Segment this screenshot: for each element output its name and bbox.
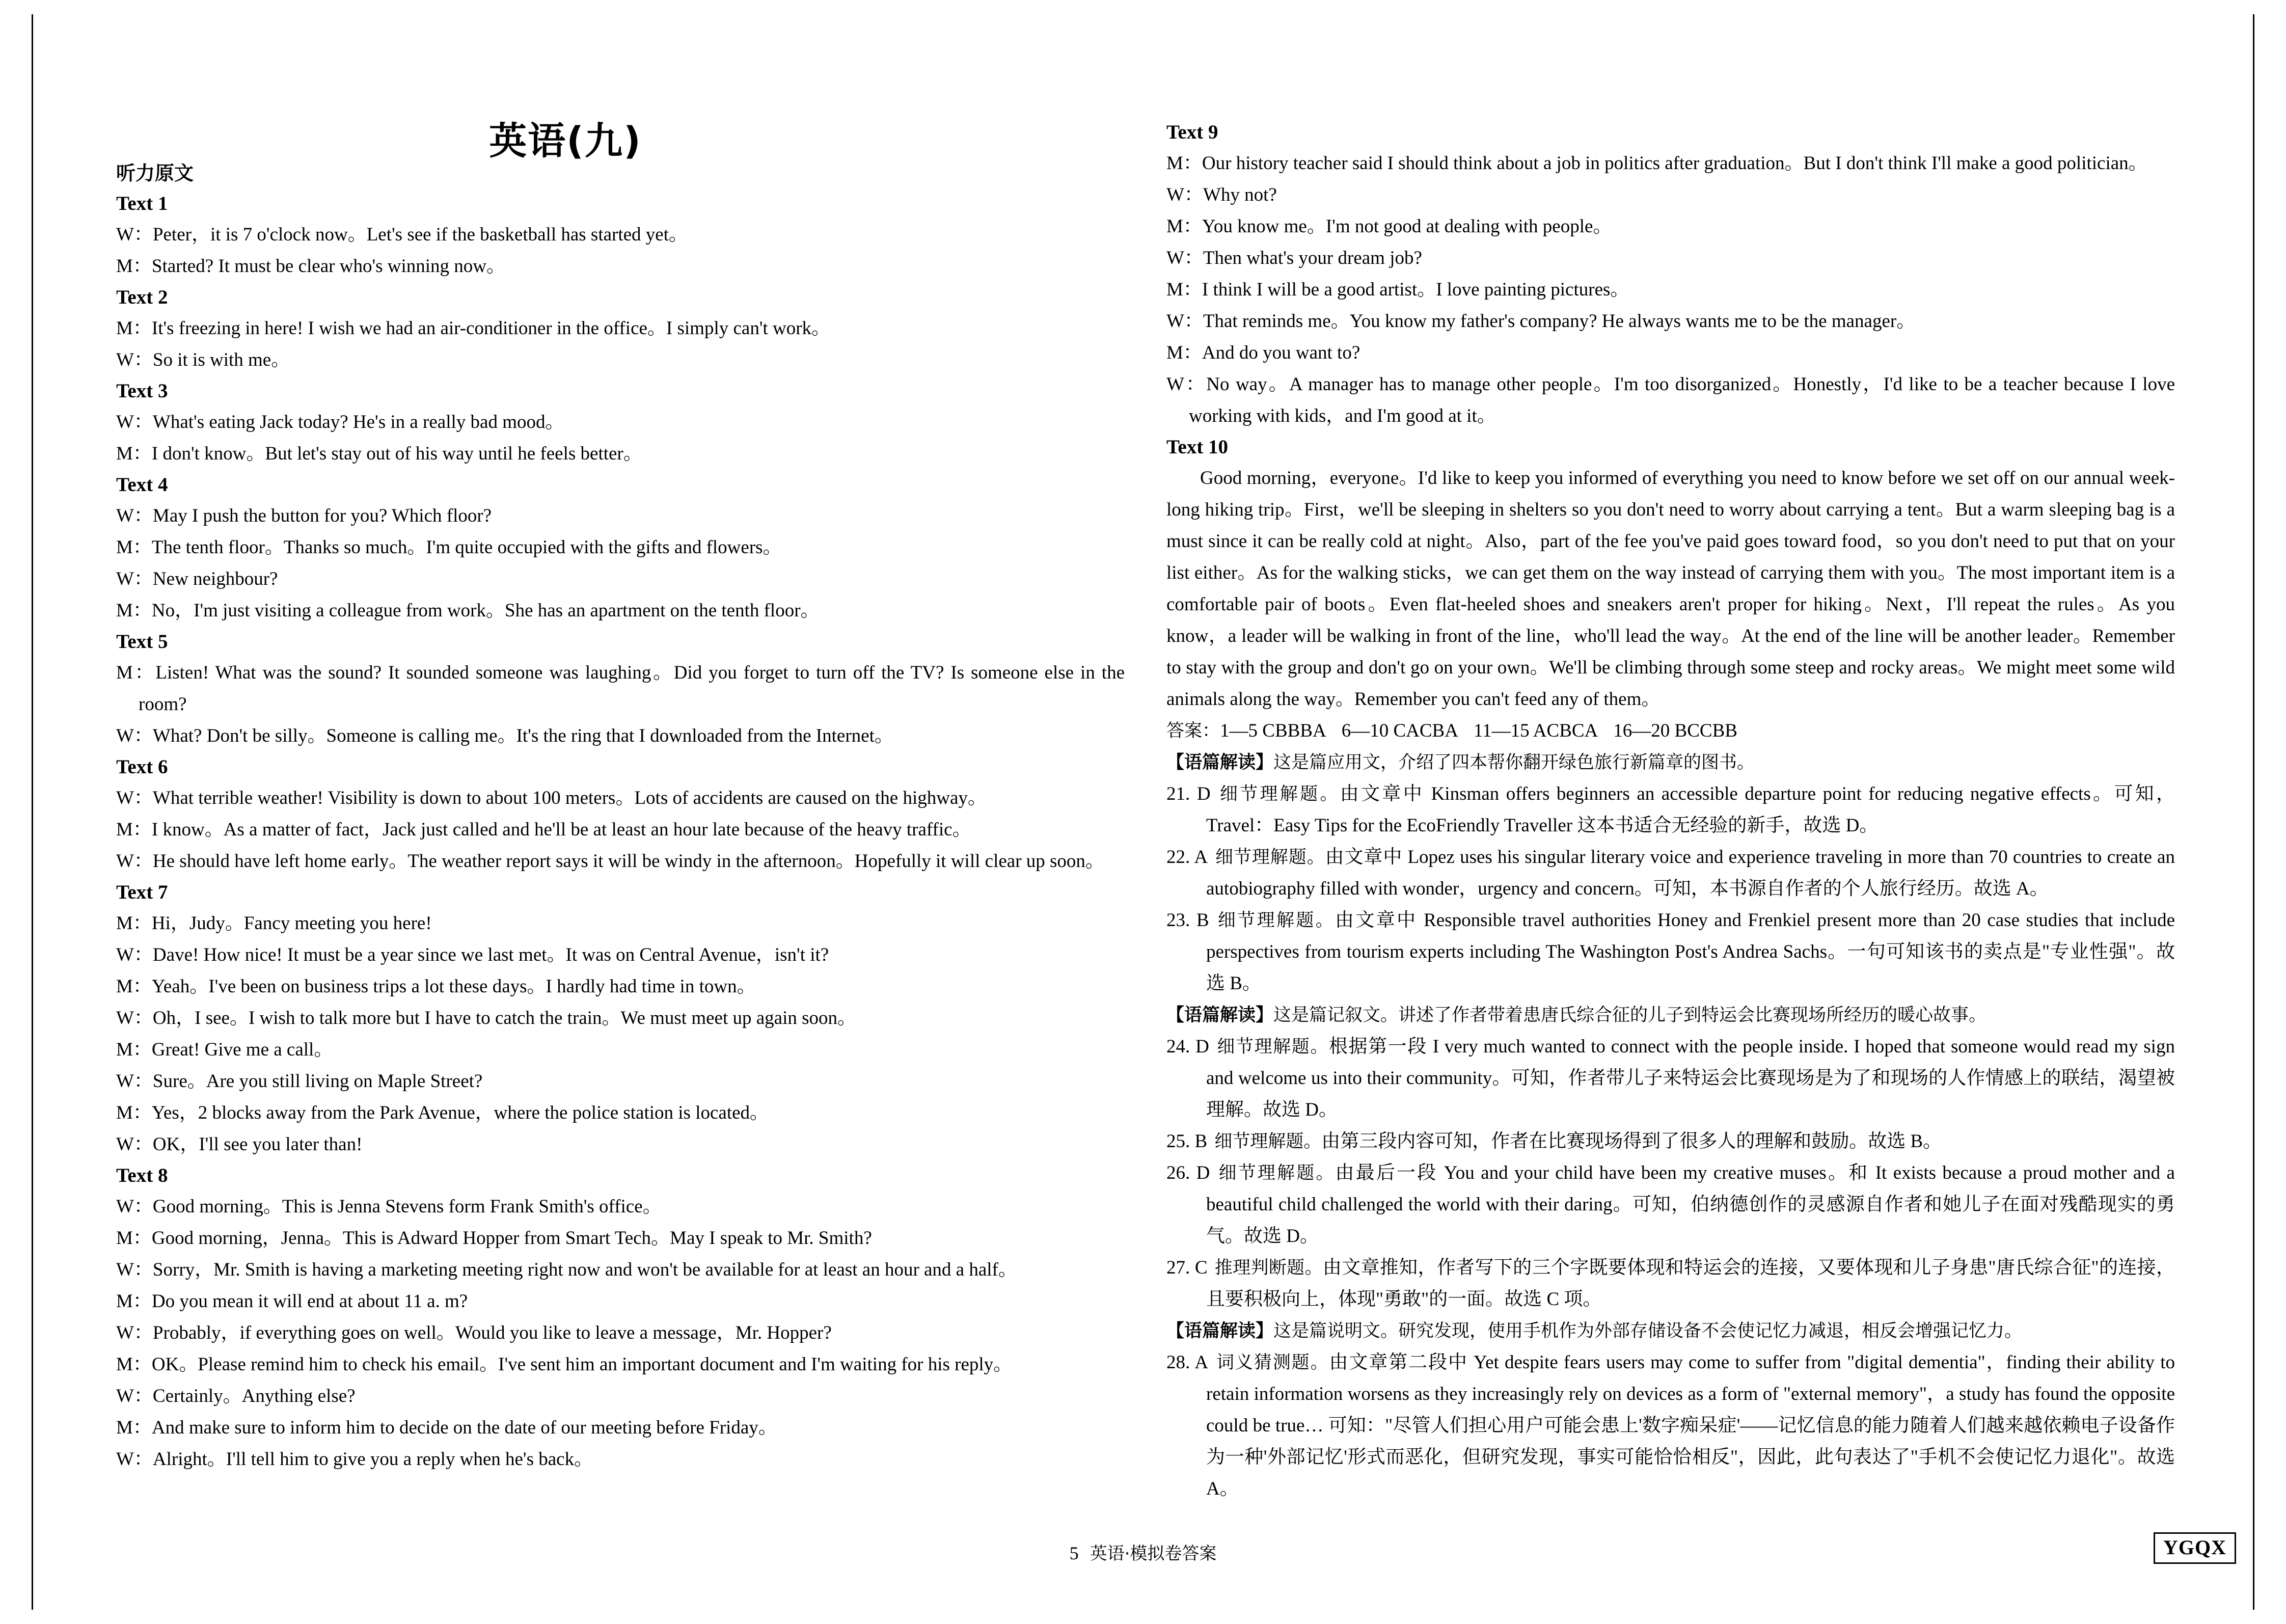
dialogue-line: M：I think I will be a good artist。I love painting pictures。 <box>1166 279 1629 300</box>
explanation-number: 21. D <box>1166 783 1211 804</box>
dialogue-line: M：Yeah。I've been on business trips a lot these days。I hardly had time in town。 <box>116 976 756 997</box>
answer-group-letters: BCCBB <box>1674 720 1737 741</box>
dialogue-line: M：The tenth floor。Thanks so much。I'm quite occupied with the gifts and flowers。 <box>116 537 782 558</box>
answer-group-range: 6—10 <box>1341 720 1389 741</box>
dialogue-line: W：What? Don't be silly。Someone is calling me。It's the ring that I downloaded from the Internet。 <box>116 725 893 746</box>
dialogue-line: W：He should have left home early。The weather report says it will be windy in the afternoon。Hopefully it will clear up soon。 <box>116 851 1104 872</box>
dialogue-line: M：I know。As a matter of fact，Jack just called and he'll be at least an hour late because of the heavy traffic。 <box>116 819 971 840</box>
answer-group-range: 11—15 <box>1473 720 1530 741</box>
dialogue-line: W：Why not? <box>1166 184 1277 205</box>
dialogue-line: M：Good morning，Jenna。This is Adward Hopper from Smart Tech。May I speak to Mr. Smith? <box>116 1228 872 1249</box>
analysis-tag: 【语篇解读】 <box>1166 1005 1274 1025</box>
answer-group-range: 16—20 <box>1613 720 1670 741</box>
answer-group-letters: CBBBA <box>1262 720 1326 741</box>
left-column <box>116 158 1125 1475</box>
dialogue-line: M：Listen! What was the sound? It sounded someone was laughing。Did you forget to turn off the TV? Is someone else in the room? <box>116 662 1125 715</box>
explanation-body: 根据第一段 I very much wanted to connect with the people inside. I hoped that someone would read my sign and welcome us into their community。可知，作者带儿子来特运会比赛现场是为了和现场的人作情感上的联结，渴望被理解。故选 D。 <box>1206 1036 2175 1120</box>
dialogue-line: W：Probably，if everything goes on well。Would you like to leave a message，Mr. Hopper? <box>116 1322 832 1343</box>
answers-label: 答案： <box>1166 721 1220 741</box>
answers-line <box>1166 715 2175 747</box>
explanation-type: 细节理解题。 <box>1216 1037 1329 1057</box>
text-heading-9: Text 9 <box>1166 121 1218 143</box>
dialogue-line: M：You know me。I'm not good at dealing with people。 <box>1166 216 1612 237</box>
passage-analysis <box>1166 1315 2175 1347</box>
explanation-type: 词义猜测题。 <box>1215 1352 1329 1373</box>
dialogue-line: W：Alright。I'll tell him to give you a reply when he's back。 <box>116 1449 593 1470</box>
dialogue-line: M：Started? It must be clear who's winning now。 <box>116 256 506 277</box>
explanation-item <box>1166 778 2175 842</box>
dialogue-line: W：Peter，it is 7 o'clock now。Let's see if the basketball has started yet。 <box>116 224 688 245</box>
explanation-type: 细节理解题。 <box>1217 784 1340 804</box>
dialogue-line: M：I don't know。But let's stay out of his way until he feels better。 <box>116 443 642 464</box>
explanation-item <box>1166 1252 2175 1315</box>
dialogue-line: W：That reminds me。You know my father's company? He always wants me to be the manager。 <box>1166 311 1916 332</box>
dialogue-line: W：May I push the button for you? Which floor? <box>116 505 492 526</box>
text-heading-10: Text 10 <box>1166 436 1228 458</box>
text-heading-4: Text 4 <box>116 474 168 496</box>
dialogue-line: M：Our history teacher said I should think about a job in politics after graduation。But I don't think I'll make a good politician。 <box>1166 153 2147 174</box>
explanation-item <box>1166 905 2175 999</box>
text-heading-6: Text 6 <box>116 756 168 778</box>
dialogue-line: W：Dave! How nice! It must be a year since we last met。It was on Central Avenue，isn't it? <box>116 944 829 965</box>
right-column <box>1166 117 2175 1505</box>
explanation-type: 细节理解题。 <box>1215 847 1325 868</box>
explanation-body: 由文章第二段中 Yet despite fears users may come to suffer from "digital dementia"，finding their ability to retain information worsens as they increasingly rely on devices as a form of "external memory"，a study has found the opposite could be true… 可知："尽管人们担心用户可能会患上'数字痴呆症'——记忆信息的能力随着人们越来越依赖电子设备作为一种'外部记忆'形式而恶化，但研究发现，事实可能恰恰相反"，因此，此句表达了"手机不会使记忆力退化"。故选 A。 <box>1206 1352 2175 1499</box>
explanation-type: 推理判断题。 <box>1214 1258 1323 1278</box>
page-number: 5 <box>1069 1543 1079 1563</box>
page-title: 英语(九) <box>489 119 642 163</box>
text-heading-5: Text 5 <box>116 631 168 653</box>
dialogue-line: W：So it is with me。 <box>116 349 290 370</box>
dialogue-line: M：It's freezing in here! I wish we had an air-conditioner in the office。I simply can't work。 <box>116 318 831 339</box>
dialogue-line: W：Sure。Are you still living on Maple Street? <box>116 1071 483 1092</box>
dialogue-line: M：Do you mean it will end at about 11 a. m? <box>116 1291 468 1312</box>
dialogue-line: M：OK。Please remind him to check his email。I've sent him an important document and I'm waiting for his reply。 <box>116 1354 1013 1375</box>
explanation-type: 细节理解题。 <box>1216 910 1336 931</box>
explanation-type: 细节理解题。 <box>1217 1163 1336 1183</box>
passage-analysis <box>1166 747 2175 778</box>
dialogue-line: M：Yes，2 blocks away from the Park Avenue，where the police station is located。 <box>116 1102 769 1123</box>
analysis-body: 这是篇说明文。研究发现，使用手机作为外部存储设备不会使记忆力减退，相反会增强记忆力。 <box>1273 1321 2023 1341</box>
explanation-item <box>1166 1347 2175 1505</box>
dialogue-line: M：Great! Give me a call。 <box>116 1039 333 1060</box>
explanation-number: 26. D <box>1166 1162 1210 1183</box>
explanation-body: 由文章中 Lopez uses his singular literary voice and experience traveling in more than 70 countries to create an autobiography filled with wonder，urgency and concern。可知，本书源自作者的个人旅行经历。故选 A。 <box>1206 847 2175 899</box>
explanation-number: 25. B <box>1166 1131 1208 1152</box>
dialogue-line: W：What's eating Jack today? He's in a really bad mood。 <box>116 412 564 432</box>
dialogue-line: W：Good morning。This is Jenna Stevens form Frank Smith's office。 <box>116 1196 662 1217</box>
page-footer <box>0 1539 2286 1564</box>
analysis-body: 这是篇应用文，介绍了四本帮你翻开绿色旅行新篇章的图书。 <box>1273 752 1755 773</box>
explanation-number: 23. B <box>1166 910 1209 931</box>
explanation-body: 由文章中 Responsible travel authorities Honey and Frenkiel present more than 20 case studies that include perspectives from tourism experts including The Washington Post's Andrea Sachs。一句可知该书的卖点是"专业性强"。故选 B。 <box>1206 910 2175 994</box>
dialogue-line: W：Certainly。Anything else? <box>116 1386 356 1406</box>
analysis-body: 这是篇记叙文。讲述了作者带着患唐氏综合征的儿子到特运会比赛现场所经历的暖心故事。 <box>1273 1005 1987 1025</box>
dialogue-line: W：What terrible weather! Visibility is down to about 100 meters。Lots of accidents are caused on the highway。 <box>116 788 987 808</box>
dialogue-line: M：And make sure to inform him to decide on the date of our meeting before Friday。 <box>116 1417 777 1438</box>
explanation-item <box>1166 1031 2175 1126</box>
dialogue-line: W：No way。A manager has to manage other people。I'm too disorganized。Honestly，I'd like to be a teacher because I love working with kids，and I'm good at it。 <box>1166 374 2175 426</box>
monologue-paragraph: Good morning，everyone。I'd like to keep you informed of everything you need to know before we set off on our annual week-long hiking trip。First，we'll be sleeping in shelters so you don't need to worry about carrying a tent。But a warm sleeping bag is a must since it can be really cold at night。Also，part of the fee you've paid goes toward food，so you don't need to put that on your list either。As for the walking sticks，we can get them on the way instead of carrying them with you。The most important item is a comfortable pair of boots。Even flat-heeled shoes and sneakers aren't proper for hiking。Next，I'll repeat the rules。As you know，a leader will be walking in front of the line，who'll lead the way。At the end of the line will be another leader。Remember to stay with the group and don't go on your own。We'll be climbing through some steep and rocky areas。We might meet some wild animals along the way。Remember you can't feed any of them。 <box>1166 468 2175 710</box>
explanation-number: 27. C <box>1166 1257 1208 1278</box>
analysis-tag: 【语篇解读】 <box>1166 752 1274 773</box>
passage-analysis <box>1166 999 2175 1031</box>
explanation-number: 28. A <box>1166 1352 1209 1373</box>
dialogue-line: W：OK，I'll see you later than! <box>116 1134 363 1155</box>
answer-group-letters: CACBA <box>1393 720 1458 741</box>
explanation-number: 22. A <box>1166 847 1208 868</box>
explanation-item <box>1166 1157 2175 1252</box>
answer-group-letters: ACBCA <box>1533 720 1598 741</box>
text-heading-3: Text 3 <box>116 380 168 402</box>
dialogue-line: W：Sorry，Mr. Smith is having a marketing meeting right now and won't be available for at least an hour and a half。 <box>116 1259 1017 1280</box>
explanation-body: 由文章中 Kinsman offers beginners an accessible departure point for reducing negative effects。可知，Travel：Easy Tips for the EcoFriendly Traveller 这本书适合无经验的新手，故选 D。 <box>1206 783 2175 836</box>
explanation-item <box>1166 1126 2175 1157</box>
explanation-body: 由文章推知，作者写下的三个字既要体现和特运会的连接，又要体现和儿子身患"唐氏综合征"的连接，且要积极向上，体现"勇敢"的一面。故选 C 项。 <box>1206 1257 2175 1310</box>
explanation-body: 由第三段内容可知，作者在比赛现场得到了很多人的理解和鼓励。故选 B。 <box>1321 1131 1942 1152</box>
dialogue-line: M：Hi，Judy。Fancy meeting you here! <box>116 913 432 934</box>
text-heading-1: Text 1 <box>116 193 168 214</box>
text-heading-2: Text 2 <box>116 286 168 308</box>
listening-script-heading: 听力原文 <box>116 162 194 184</box>
dialogue-line: W：New neighbour? <box>116 569 278 589</box>
dialogue-line: W：Oh，I see。I wish to talk more but I have to catch the train。We must meet up again soon。 <box>116 1008 857 1028</box>
publisher-badge: YGQX <box>2154 1532 2236 1564</box>
answer-group-range: 1—5 <box>1220 720 1258 741</box>
explanation-body: 由最后一段 You and your child have been my creative muses。和 It exists because a proud mother and a beautiful child challenged the world with their daring。可知，伯纳德创作的灵感源自作者和她儿子在面对残酷现实的勇气。故选 D。 <box>1206 1162 2175 1247</box>
explanation-number: 24. D <box>1166 1036 1209 1057</box>
text-heading-7: Text 7 <box>116 881 168 903</box>
dialogue-line: M：And do you want to? <box>1166 342 1360 363</box>
analysis-tag: 【语篇解读】 <box>1166 1321 1274 1341</box>
footer-label: 英语·模拟卷答案 <box>1090 1544 1217 1564</box>
explanation-type: 细节理解题。 <box>1214 1131 1322 1152</box>
dialogue-line: M：No，I'm just visiting a colleague from work。She has an apartment on the tenth floor。 <box>116 600 820 621</box>
text-heading-8: Text 8 <box>116 1165 168 1186</box>
explanation-item <box>1166 842 2175 905</box>
dialogue-line: W：Then what's your dream job? <box>1166 248 1422 268</box>
